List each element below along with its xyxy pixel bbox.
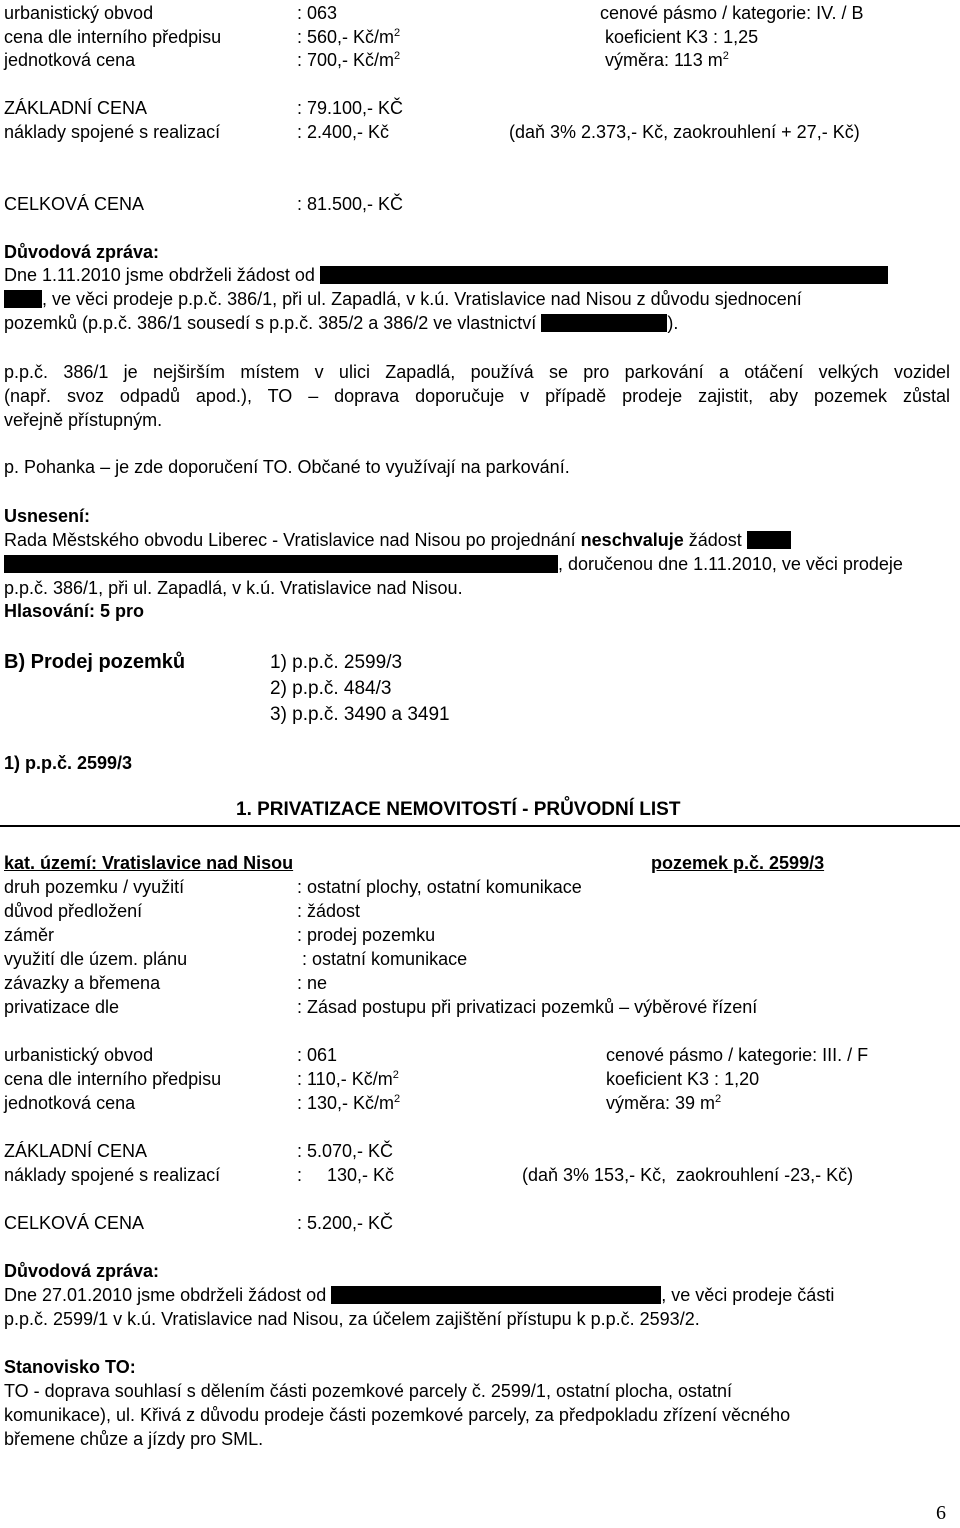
paragraph-line: p. Pohanka – je zde doporučení TO. Občané to využívají na parkování. bbox=[4, 457, 570, 477]
redaction-box bbox=[541, 314, 667, 332]
label-unit-price: jednotková cena bbox=[4, 1093, 136, 1113]
value-price-zone: cenové pásmo / kategorie: III. / F bbox=[606, 1045, 869, 1065]
reason-line: p.p.č. 2599/1 v k.ú. Vratislavice nad Nisou, za účelem zajištění přístupu k p.p.č. 2593/2. bbox=[4, 1309, 700, 1329]
redaction-box bbox=[747, 531, 791, 549]
info-label: využití dle územ. plánu bbox=[4, 949, 188, 969]
label-base-price: ZÁKLADNÍ CENA bbox=[4, 1141, 148, 1161]
redaction-box bbox=[4, 290, 42, 308]
info-label: důvod předložení bbox=[4, 901, 143, 921]
value-urban-district: : 061 bbox=[297, 1045, 338, 1065]
redaction-box bbox=[4, 555, 558, 573]
value-base-price: : 5.070,- KČ bbox=[297, 1141, 394, 1161]
parcel-item: 1) p.p.č. 2599/3 bbox=[270, 652, 403, 673]
paragraph-line: veřejně přístupným. bbox=[4, 410, 163, 430]
parcel-item: 2) p.p.č. 484/3 bbox=[270, 678, 392, 699]
label-total-price: CELKOVÁ CENA bbox=[4, 1213, 145, 1233]
reason-line: pozemků (p.p.č. 386/1 sousedí s p.p.č. 385/2 a 386/2 ve vlastnictví ). bbox=[4, 313, 679, 333]
resolution-line: , doručenou dne 1.11.2010, ve věci prodeje bbox=[4, 553, 903, 575]
value-area: výměra: 39 $m^2$ bbox=[606, 1093, 722, 1113]
stance-line: TO - doprava souhlasí s dělením části pozemkové parcely č. 2599/1, ostatní plocha, ostatní bbox=[4, 1381, 733, 1401]
value-coefficient: koeficient K3 : 1,25 bbox=[605, 27, 759, 47]
reason-line: , ve věci prodeje p.p.č. 386/1, při ul. Zapadlá, v k.ú. Vratislavice nad Nisou z důvodu sjednocení bbox=[4, 288, 802, 310]
resolution-line: p.p.č. 386/1, při ul. Zapadlá, v k.ú. Vratislavice nad Nisou. bbox=[4, 578, 463, 598]
reason-line: Dne 1.11.2010 jsme obdrželi žádost od bbox=[4, 264, 888, 286]
info-label: záměr bbox=[4, 925, 55, 945]
info-label: druh pozemku / využití bbox=[4, 877, 185, 897]
value-unit-price: : 130,- $Kč/m^2$ bbox=[297, 1093, 401, 1113]
value-costs: : 130,- Kč bbox=[297, 1165, 395, 1185]
page-number: 6 bbox=[936, 1502, 946, 1524]
reason-title: Důvodová zpráva: bbox=[4, 1261, 160, 1281]
info-value: : žádost bbox=[297, 901, 361, 921]
reason-title: Důvodová zpráva: bbox=[4, 242, 160, 262]
section-b-title: B) Prodej pozemků bbox=[4, 651, 186, 673]
value-costs: : 2.400,- Kč bbox=[297, 122, 390, 142]
vote-result: Hlasování: 5 pro bbox=[4, 601, 145, 621]
label-total-price: CELKOVÁ CENA bbox=[4, 194, 145, 214]
cadastral-area: kat. území: Vratislavice nad Nisou bbox=[4, 853, 294, 873]
label-internal-price: cena dle interního předpisu bbox=[4, 1069, 222, 1089]
label-internal-price: cena dle interního předpisu bbox=[4, 27, 222, 47]
stance-line: břemene chůze a jízdy pro SML. bbox=[4, 1429, 264, 1449]
value-base-price: : 79.100,- KČ bbox=[297, 98, 404, 118]
privatization-header: 1. PRIVATIZACE NEMOVITOSTÍ - PRŮVODNÍ LIST bbox=[236, 799, 681, 820]
value-area: výměra: 113 $m^2$ bbox=[605, 50, 729, 70]
value-total-price: : 81.500,- KČ bbox=[297, 194, 404, 214]
value-price-zone: cenové pásmo / kategorie: IV. / B bbox=[600, 3, 864, 23]
label-unit-price: jednotková cena bbox=[4, 50, 136, 70]
label-urban-district: urbanistický obvod bbox=[4, 3, 154, 23]
info-value: : prodej pozemku bbox=[297, 925, 436, 945]
info-value: : Zásad postupu při privatizaci pozemků – výběrové řízení bbox=[297, 997, 758, 1017]
label-costs: náklady spojené s realizací bbox=[4, 122, 221, 142]
info-label: privatizace dle bbox=[4, 997, 120, 1017]
value-internal-price: : 560,- $Kč/m^2$ bbox=[297, 27, 401, 47]
stance-title: Stanovisko TO: bbox=[4, 1357, 136, 1377]
costs-note: (daň 3% 153,- Kč, zaokrouhlení -23,- Kč) bbox=[522, 1165, 854, 1185]
value-unit-price: : 700,- $Kč/m^2$ bbox=[297, 50, 401, 70]
value-coefficient: koeficient K3 : 1,20 bbox=[606, 1069, 760, 1089]
label-urban-district: urbanistický obvod bbox=[4, 1045, 154, 1065]
value-urban-district: : 063 bbox=[297, 3, 338, 23]
parcel-item: 3) p.p.č. 3490 a 3491 bbox=[270, 704, 450, 725]
reason-line: Dne 27.01.2010 jsme obdrželi žádost od , ve věci prodeje části bbox=[4, 1285, 835, 1305]
info-value: : ne bbox=[297, 973, 328, 993]
paragraph-line: p.p.č. 386/1 je nejširším místem v ulici Zapadlá, používá se pro parkování a otáčení velkých vozidel bbox=[4, 362, 950, 382]
redaction-box bbox=[320, 266, 888, 284]
resolution-title: Usnesení: bbox=[4, 506, 91, 526]
label-costs: náklady spojené s realizací bbox=[4, 1165, 221, 1185]
divider bbox=[0, 825, 960, 827]
stance-line: komunikace), ul. Křivá z důvodu prodeje části pozemkové parcely, za předpokladu zřízení věcného bbox=[4, 1405, 791, 1425]
info-value: : ostatní plochy, ostatní komunikace bbox=[297, 877, 582, 897]
label-base-price: ZÁKLADNÍ CENA bbox=[4, 98, 148, 118]
value-internal-price: : 110,- $Kč/m^2$ bbox=[297, 1069, 399, 1089]
value-total-price: : 5.200,- KČ bbox=[297, 1213, 394, 1233]
costs-note: (daň 3% 2.373,- Kč, zaokrouhlení + 27,- Kč) bbox=[509, 122, 860, 142]
subsection-title: 1) p.p.č. 2599/3 bbox=[4, 753, 133, 773]
resolution-line: Rada Městského obvodu Liberec - Vratislavice nad Nisou po projednání neschvaluje žádost bbox=[4, 529, 791, 551]
redaction-box bbox=[331, 1286, 661, 1304]
info-value: : ostatní komunikace bbox=[297, 949, 468, 969]
paragraph-line: (např. svoz odpadů apod.), TO – doprava doporučuje v případě prodeje zajistit, aby pozemek zůstal bbox=[4, 386, 950, 406]
info-label: závazky a břemena bbox=[4, 973, 161, 993]
parcel-number: pozemek p.č. 2599/3 bbox=[651, 853, 825, 873]
